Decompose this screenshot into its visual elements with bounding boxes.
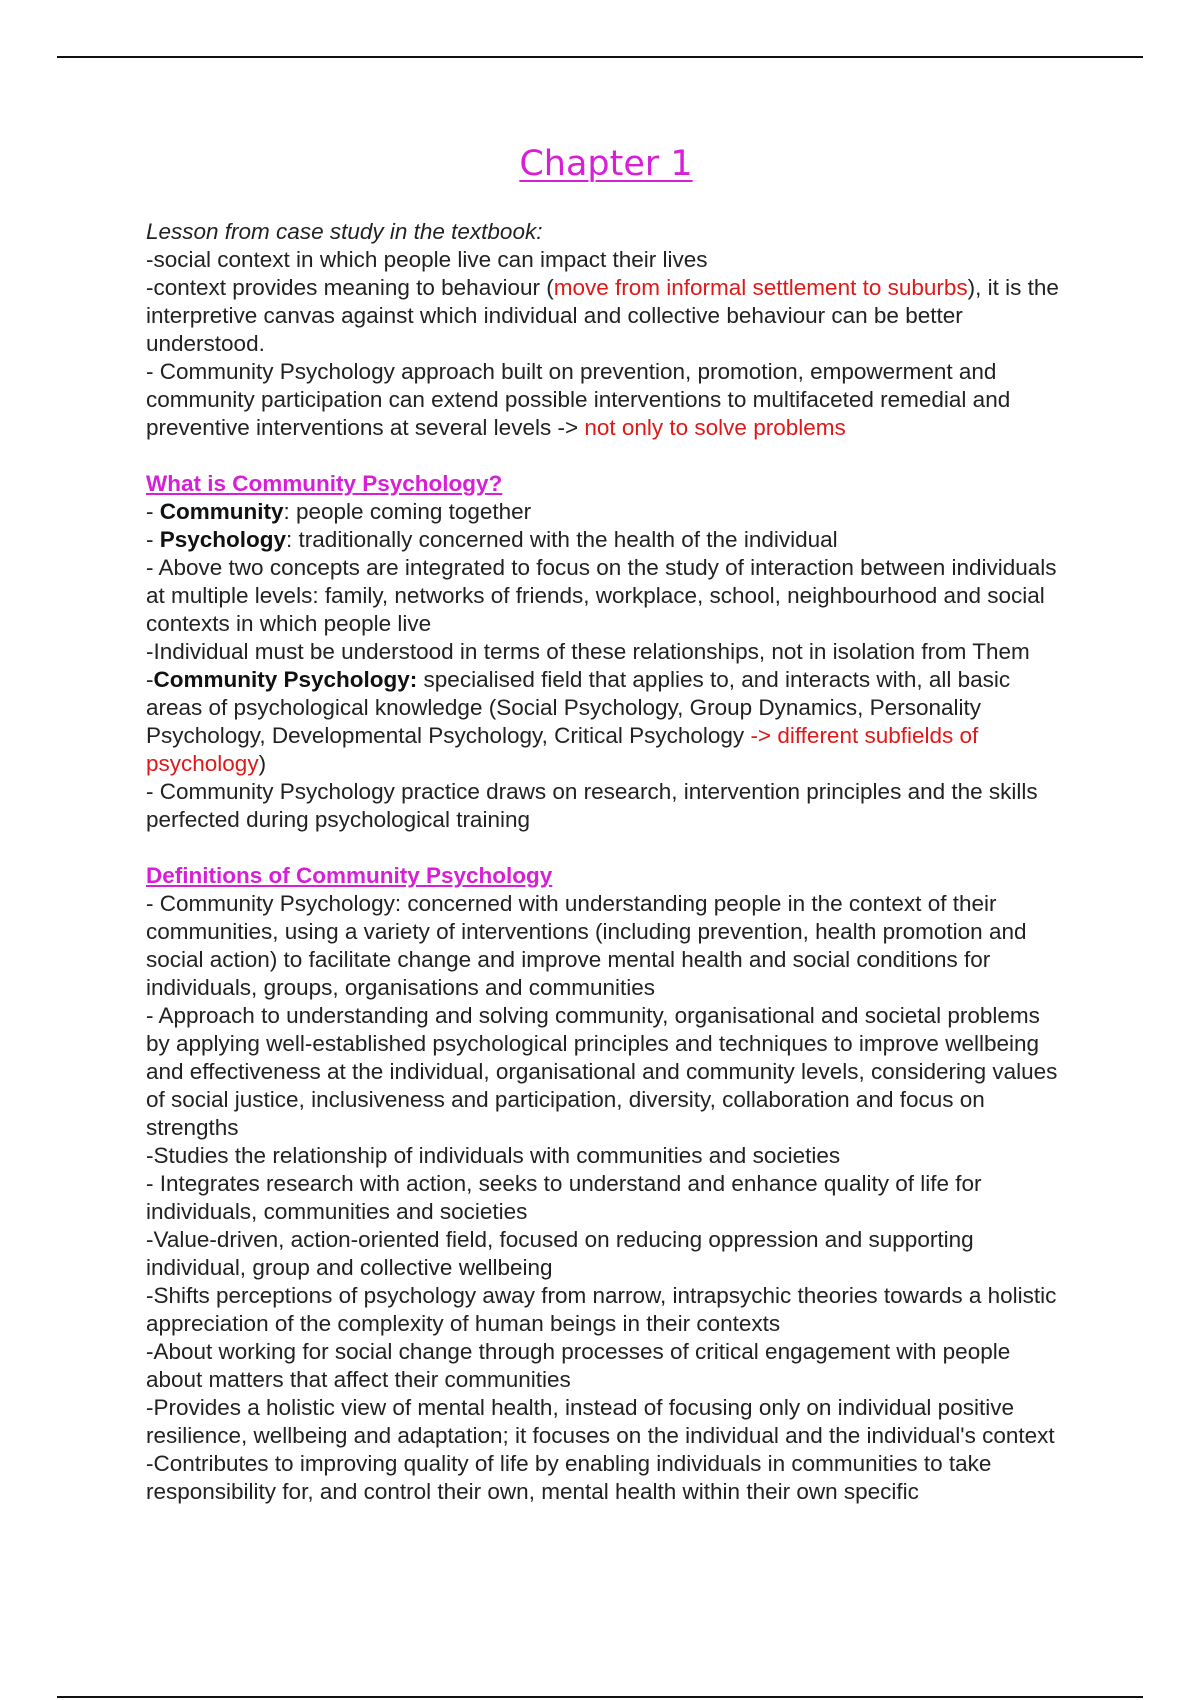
intro-line [146,274,1066,358]
top-rule [57,56,1143,58]
list-item: - Community Psychology: concerned with understanding people in the context of their communities, using a variety of interventions (including prevention, health promotion and social action) to facilitate change and improve mental health and social conditions for individuals, groups, organisations and communities [146,891,1027,1000]
list-item: -Individual must be understood in terms of these relationships, not in isolation from Them [146,639,1030,664]
document-page [146,140,1066,1506]
list-item: -Shifts perceptions of psychology away from narrow, intrapsychic theories towards a holistic appreciation of the complexity of human beings in their contexts [146,1283,1057,1336]
list-item: - Psychology: traditionally concerned with the health of the individual [146,527,838,552]
list-item: -Provides a holistic view of mental health, instead of focusing only on individual positive resilience, wellbeing and adaptation; it focuses on the individual and the individual's context [146,1395,1055,1448]
list-item: - Approach to understanding and solving community, organisational and societal problems by applying well-established psychological principles and techniques to improve wellbeing and effectiveness at the individual, organisational and community levels, considering values of social justice, inclusiveness and participation, diversity, collaboration and focus on strengths [146,1003,1058,1140]
highlight-text: move from informal settlement to suburbs [553,275,968,300]
section-heading-definitions: Definitions of Community Psychology [146,863,553,888]
list-item: - Community Psychology practice draws on research, intervention principles and the skills perfected during psychological training [146,779,1038,832]
term: Community Psychology: [153,667,418,692]
intro-text: -context provides meaning to behaviour ( [146,275,554,300]
list-item: -Value-driven, action-oriented field, focused on reducing oppression and supporting individual, group and collective wellbeing [146,1227,974,1280]
intro-line [146,358,1066,442]
section-heading-what-is: What is Community Psychology? [146,471,503,496]
intro-text: ), it is the interpretive canvas against which individual and collective behaviour can be better understood. [146,275,1059,356]
list-item: - Community: people coming together [146,499,532,524]
highlight-text: not only to solve problems [584,415,846,440]
list-item: -Contributes to improving quality of life by enabling individuals in communities to take responsibility for, and control their own, mental health within their own specific [146,1451,992,1504]
intro-label: Lesson from case study in the textbook: [146,219,543,244]
highlight-text: -> different subfields of psychology [146,723,979,776]
term: Psychology [159,527,287,552]
what-is-section [146,498,1066,834]
definition: specialised field that applies to, and interacts with, all basic areas of psychological knowledge (Social Psychology, Group Dynamics, Personality Psychology, Developmental Psychology, Critical Psychology [146,667,1011,748]
definition: : traditionally concerned with the health of the individual [286,527,838,552]
term: Community [159,499,284,524]
definitions-section [146,890,1066,1506]
intro-section [146,218,1066,442]
intro-text: - Community Psychology approach built on prevention, promotion, empowerment and community participation can extend possible interventions to multifaceted remedial and preventive interventions at several levels -> [146,359,1011,440]
intro-line: -social context in which people live can impact their lives [146,247,708,272]
page-title: Chapter 1 [519,144,693,184]
bottom-rule [57,1696,1143,1698]
list-item: - Integrates research with action, seeks to understand and enhance quality of life for individuals, communities and societies [146,1171,982,1224]
list-item: -Community Psychology: specialised field that applies to, and interacts with, all basic areas of psychological knowledge (Social Psychology, Group Dynamics, Personality Psychology, Developmental Psychology, Critical Psychology -> different subfields of psychology) [146,667,1011,776]
definition: : people coming together [283,499,532,524]
list-item: - Above two concepts are integrated to focus on the study of interaction between individuals at multiple levels: family, networks of friends, workplace, school, neighbourhood and social contexts in which people live [146,555,1057,636]
list-item: -About working for social change through processes of critical engagement with people about matters that affect their communities [146,1339,1011,1392]
list-item: -Studies the relationship of individuals with communities and societies [146,1143,841,1168]
definition: ) [258,751,267,776]
